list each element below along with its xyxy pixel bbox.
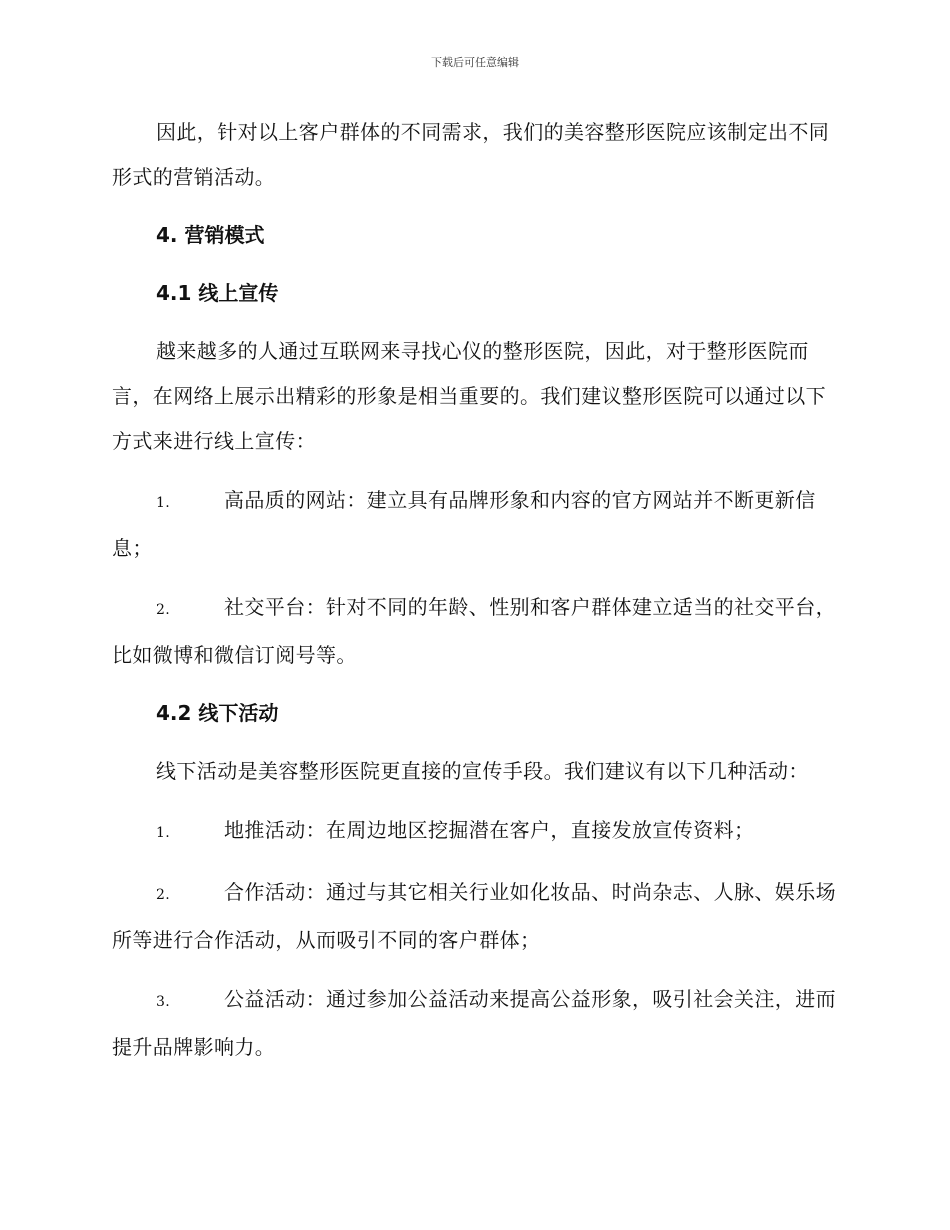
section-4-1-paragraph: 越来越多的人通过互联网来寻找心仪的整形医院，因此，对于整形医院而言，在网络上展示出精彩的形象是相当重要的。我们建议整形医院可以通过以下方式来进行线上宣传： [112,339,826,453]
list-number: 1. [156,495,171,511]
list-item [112,870,836,963]
section-4-heading: 4. 营销模式 [156,223,265,247]
list-number: 2. [156,887,171,903]
section-4-2-paragraph: 线下活动是美容整形医院更直接的宣传手段。我们建议有以下几种活动： [156,759,809,783]
document-body [112,110,836,1070]
list-number: 1. [156,825,171,841]
list-item [112,808,836,856]
list-number: 3. [156,994,171,1010]
intro-paragraph: 因此，针对以上客户群体的不同需求，我们的美容整形医院应该制定出不同形式的营销活动。 [112,120,830,189]
section-4-2-heading: 4.2 线下活动 [156,701,279,725]
page-header: 下载后可任意编辑 [431,56,519,69]
list-text: 高品质的网站：建立具有品牌形象和内容的官方网站并不断更新信息； [112,488,816,560]
list-text: 社交平台：针对不同的年龄、性别和客户群体建立适当的社交平台，比如微博和微信订阅号等。 [112,595,836,667]
list-item [112,478,836,571]
list-text: 公益活动：通过参加公益活动来提高公益形象，吸引社会关注，进而提升品牌影响力。 [112,987,836,1059]
list-text: 合作活动：通过与其它相关行业如化妆品、时尚杂志、人脉、娱乐场所等进行合作活动，从而吸引不同的客户群体； [112,880,836,952]
list-number: 2. [156,602,171,618]
list-item [112,977,836,1070]
list-text: 地推活动：在周边地区挖掘潜在客户，直接发放宣传资料； [224,818,755,842]
section-4-1-heading: 4.1 线上宣传 [156,281,279,305]
list-item [112,585,836,678]
